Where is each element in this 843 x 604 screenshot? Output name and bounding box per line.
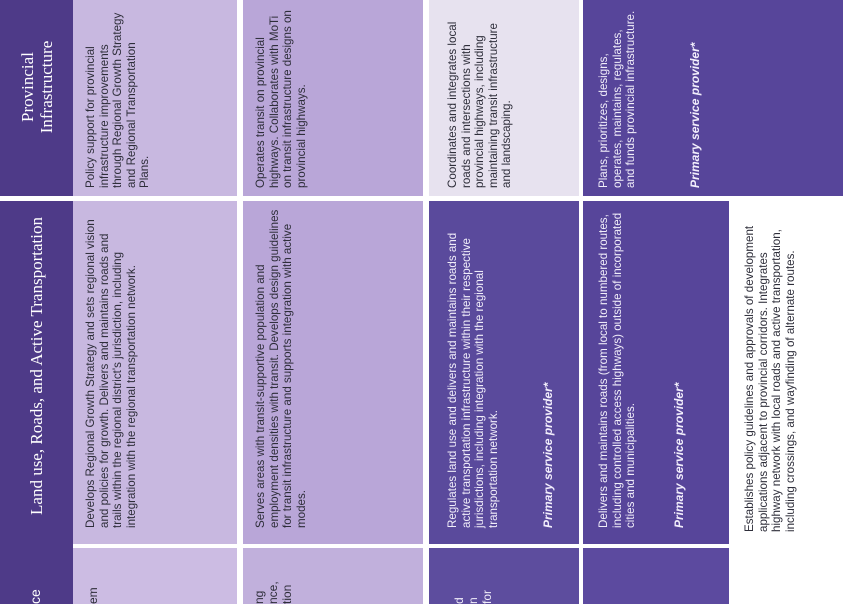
header-provincial: Provincial Infrastructure — [18, 40, 56, 134]
row3-primary-provider: Primary service provider* — [541, 382, 555, 528]
row4-landuse-primary: Primary service provider* — [672, 382, 686, 528]
row2-provincial-text: Operates transit on provincial highways. Collaborates with MoTi on transit infrastructure designs on provincial highways. — [254, 10, 308, 188]
header-left-fragment: ce — [27, 589, 43, 604]
row2-left-fragment: ng nce, tion — [252, 581, 294, 604]
row4-landuse-text: Delivers and maintains roads (from local to numbered routes, including controlled access highways) outside of incorporated cities and municipalities. — [597, 212, 637, 528]
row1-landuse-text: Develops Regional Growth Strategy and sets regional vision and policies for growth. Delivers and maintains roads and trails within the regional district's jurisdiction, including integration with the regional transportation network. — [84, 219, 138, 528]
row1-left-fragment: em — [86, 587, 100, 604]
row4-provincial-primary: Primary service provider* — [688, 42, 702, 188]
row4-left-white — [729, 548, 843, 604]
row2-landuse-text: Serves areas with transit-supportive population and employment densities with transit. Develops design guidelines for transit infrastructure and supports integration with active modes. — [254, 209, 308, 528]
row3-provincial-text: Coordinates and integrates local roads and intersections with provincial highways, including maintaining transit infrastructure and landscaping. — [446, 21, 513, 188]
row4-provincial-text: Plans, prioritizes, designs, operates, maintains, regulates, and funds provincial infrastructure. — [597, 10, 637, 188]
row3-left-fragment: d n for — [452, 589, 494, 604]
header-divider — [0, 196, 73, 201]
header-land-use: Land use, Roads, and Active Transportation — [27, 217, 46, 515]
row3-landuse-text: Regulates land use and delivers and maintains roads and active transportation infrastructure within their respective jurisdictions, including integration with the regional transportation network. — [446, 232, 500, 528]
row4-landuse-sub-text: Establishes policy guidelines and approvals of development applications adjacent to provincial corridors. Integrates highway network with local roads and active transportation, including crossings, and wayfinding of alternate routes. — [743, 225, 797, 532]
row1-provincial-text: Policy support for provincial infrastructure improvements through Regional Growth Strategy and Regional Transportation Plans. — [84, 12, 151, 188]
